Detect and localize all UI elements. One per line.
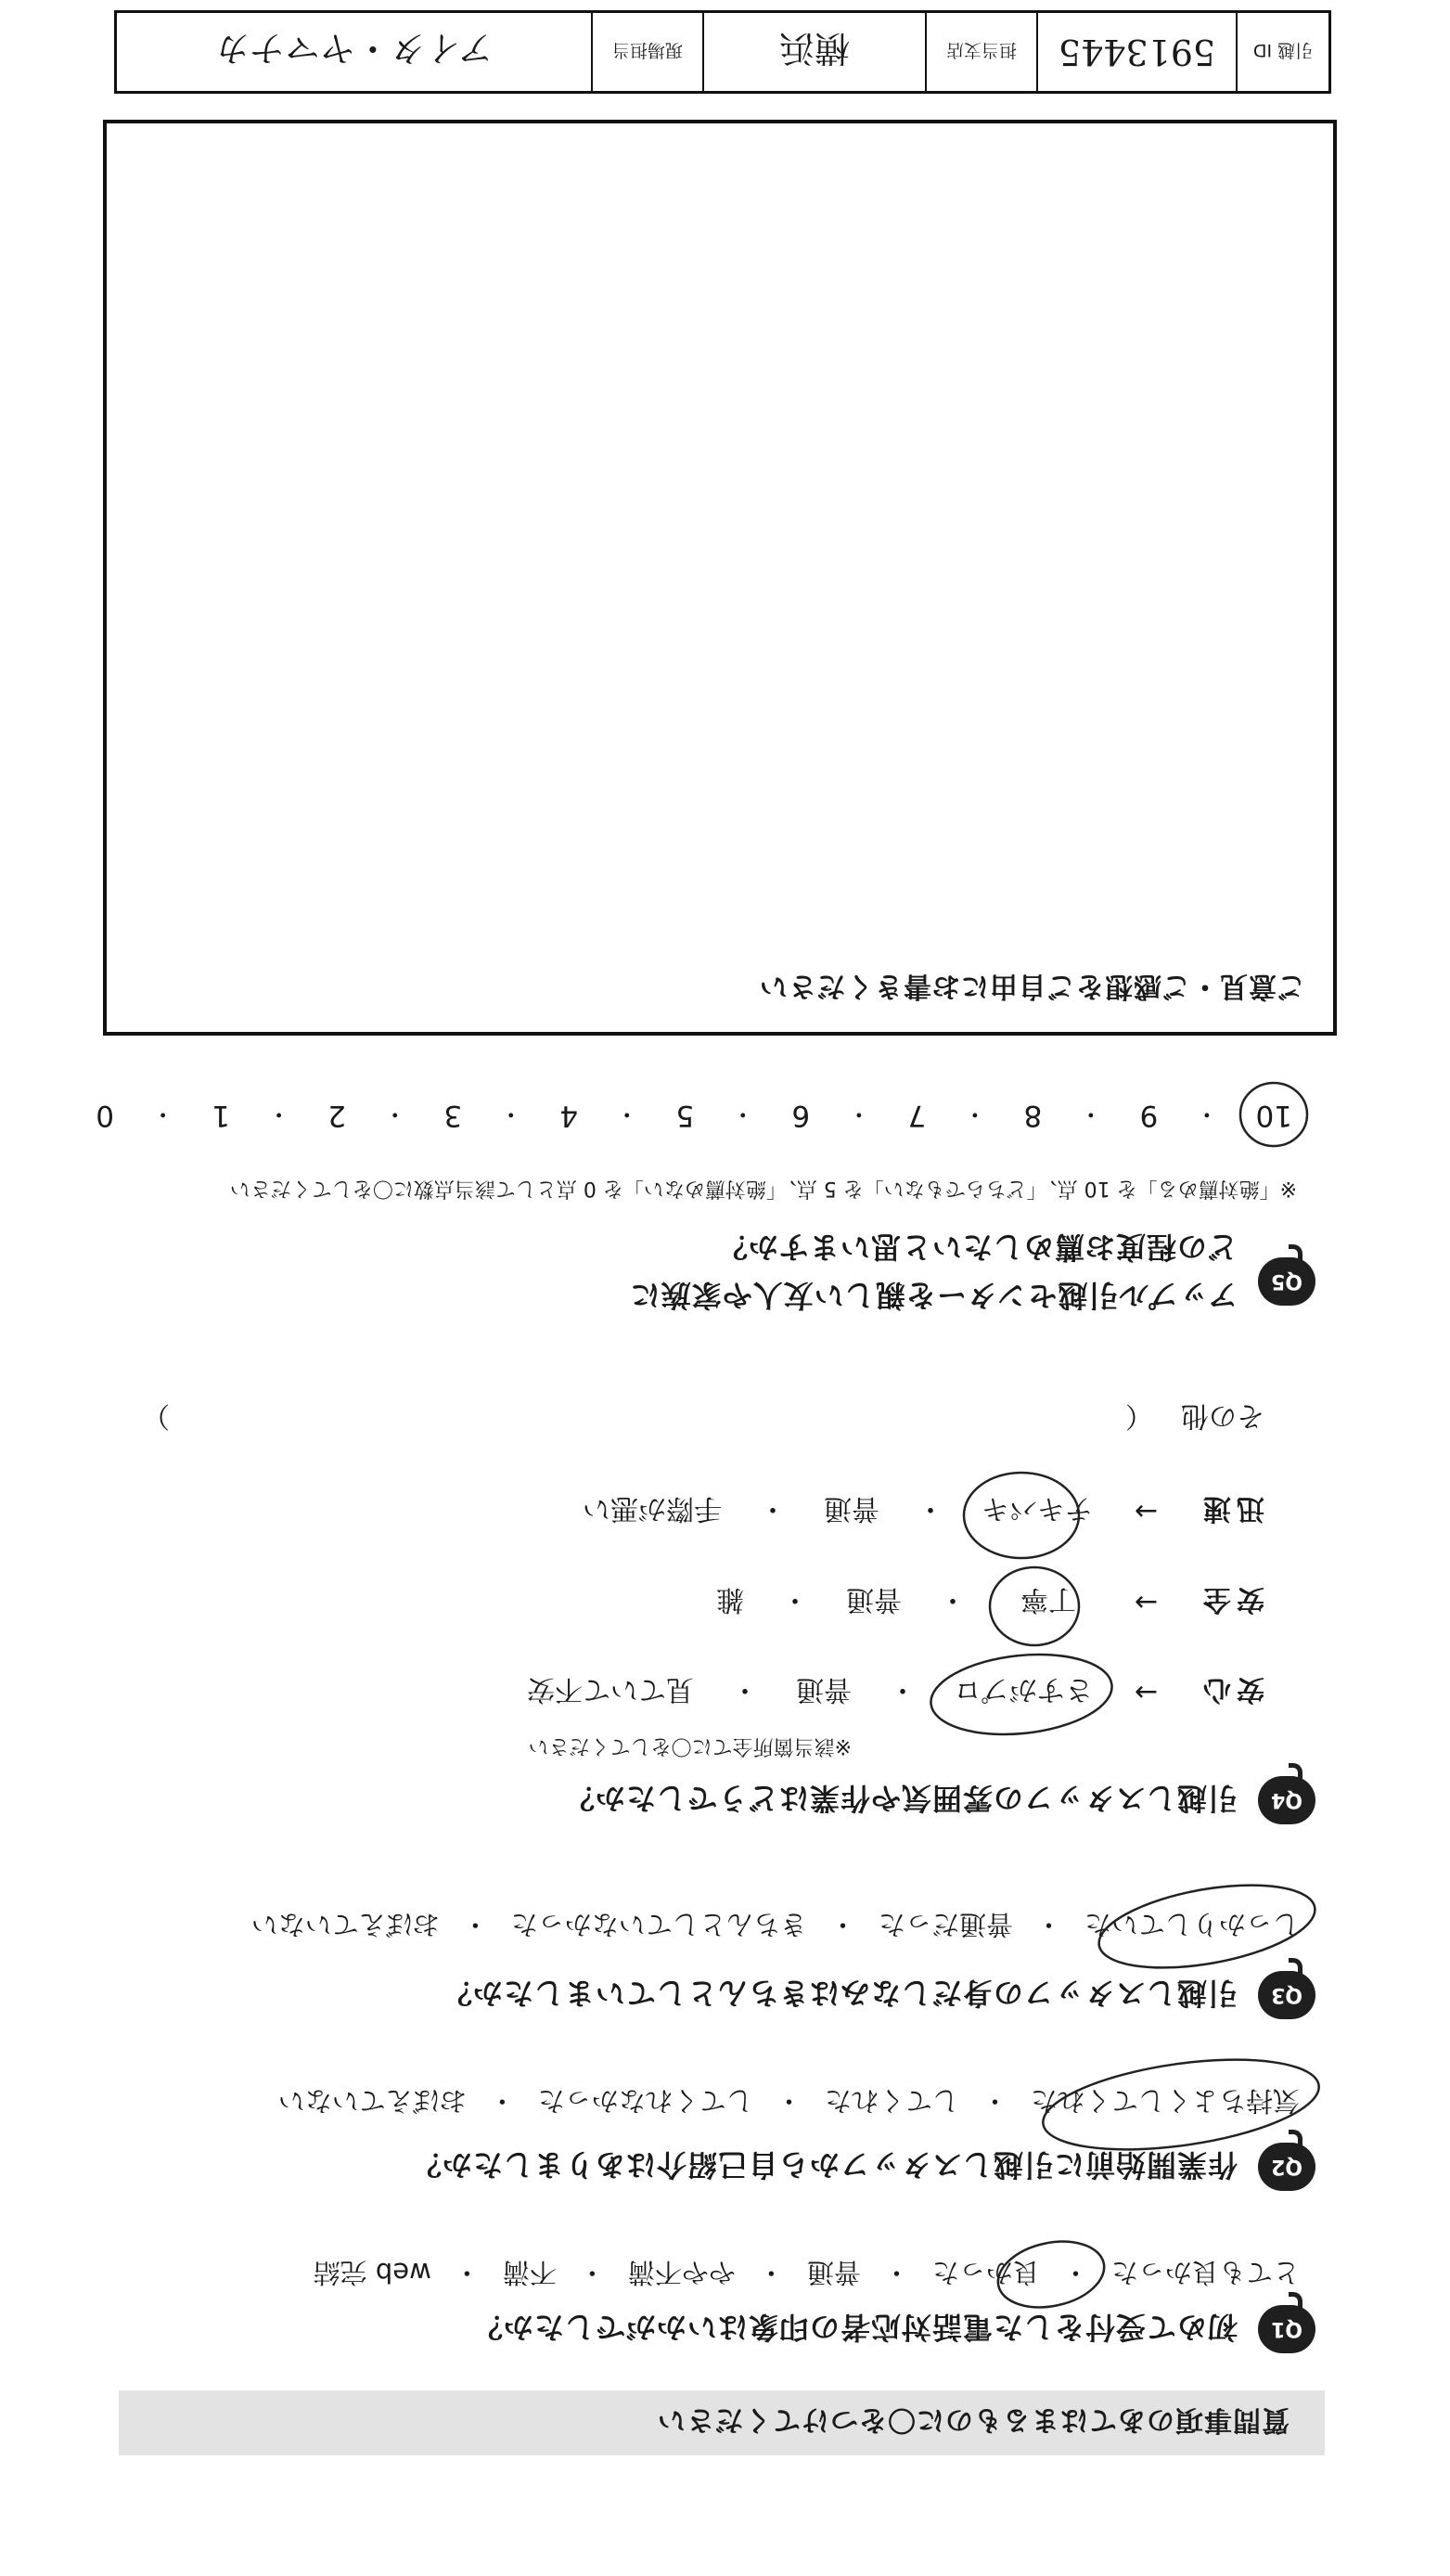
q4-anzen-option-1[interactable]: 丁寧 <box>1020 1583 1076 1616</box>
q4-row-jinsoku: 迅速 → テキパキ ・ 普通 ・ 手際が悪い <box>583 1491 1264 1532</box>
q2-badge: Q2 <box>1258 2143 1315 2191</box>
comment-box[interactable] <box>103 120 1337 1036</box>
instruction-banner <box>119 2390 1325 2455</box>
q4-note: ※該当箇所全てに〇をしてください <box>528 1734 852 1758</box>
scale-option-0[interactable]: 0 <box>96 1099 114 1133</box>
comment-title: ご意見・ご感想をご自由にお書きください <box>759 970 1305 1002</box>
scale-option-6[interactable]: 6 <box>791 1099 811 1133</box>
branch-label-cell <box>925 13 1036 91</box>
move-id-label: 引越 ID <box>1252 40 1314 61</box>
q1-option-5[interactable]: 不満 <box>502 2257 557 2288</box>
q3-option-2[interactable]: 普通だった <box>878 1909 1013 1940</box>
scale-option-7[interactable]: 7 <box>907 1099 927 1133</box>
q2-option-1[interactable]: 気持ちよくしてくれた <box>1030 2085 1300 2117</box>
arrow-icon: → <box>1134 1676 1158 1709</box>
q4-anshin-option-1[interactable]: さすがプロ <box>954 1673 1093 1706</box>
leader-value: アイタ・ヤマナカ <box>214 28 494 70</box>
q5-text-line2: どの程度お薦めしたいと思いますか？ <box>716 1230 1238 1265</box>
q3-option-4[interactable]: おぼえていない <box>250 1909 440 1940</box>
move-id-value: 5913445 <box>1058 32 1216 72</box>
q4-jinsoku-option-1[interactable]: テキパキ <box>982 1492 1093 1525</box>
scale-option-3[interactable]: 3 <box>443 1099 463 1133</box>
q2-option-3[interactable]: してくれなかった <box>537 2085 753 2117</box>
q3-option-3[interactable]: きちんとしていなかった <box>510 1909 807 1940</box>
move-id-label-cell <box>1236 13 1328 91</box>
question-q2 <box>411 2143 1315 2191</box>
q1-badge: Q1 <box>1258 2305 1315 2353</box>
q2-text: 作業開始前に引越しスタッフから自己紹介はありましたか？ <box>410 2147 1238 2183</box>
q4-jinsoku-option-2[interactable]: 普通 <box>824 1492 879 1525</box>
arrow-icon: → <box>1134 1586 1158 1619</box>
q4-jinsoku-option-3[interactable]: 手際が悪い <box>583 1492 722 1525</box>
q3-text: 引越しスタッフの身だしなみはきちんとしていましたか？ <box>441 1976 1238 2011</box>
q4-anshin-option-2[interactable]: 普通 <box>796 1673 852 1706</box>
arrow-icon: → <box>1134 1495 1158 1528</box>
q3-badge: Q3 <box>1258 1971 1315 2019</box>
scale-option-5[interactable]: 5 <box>675 1099 695 1133</box>
q1-options: とても良かった ・ 良かった ・ 普通 ・ やや不満 ・ 不満 ・ web 完結 <box>314 2255 1300 2293</box>
info-table <box>114 10 1331 94</box>
q2-option-2[interactable]: してくれた <box>824 2085 959 2117</box>
q5-text-line1: アップル引越センターを親しい友人や家族に <box>629 1278 1238 1313</box>
branch-value: 横浜 <box>779 28 851 70</box>
q5-note: ※「絶対薦める」を 10 点、「どちらでもない」を 5 点、「絶対薦めない」を 0 点として該当点数に〇をしてください <box>229 1177 1297 1200</box>
scale-option-8[interactable]: 8 <box>1023 1099 1043 1133</box>
question-q4 <box>564 1776 1315 1824</box>
instruction-text: 質問事項のあてはまるものに〇をつけてください <box>657 2403 1290 2436</box>
q1-option-1[interactable]: とても良かった <box>1110 2257 1300 2288</box>
q4-other-label: その他 <box>1181 1399 1264 1432</box>
q4-row-anshin: 安心 → さすがプロ ・ 普通 ・ 見ていて不安 <box>527 1672 1264 1713</box>
q1-option-6[interactable]: web 完結 <box>313 2257 431 2288</box>
scale-option-9[interactable]: 9 <box>1139 1099 1159 1133</box>
q4-label-jinsoku: 迅速 <box>1198 1492 1264 1525</box>
q3-options: しっかりしていた ・ 普通だった ・ きちんとしていなかった ・ おぼえていない <box>251 1907 1300 1945</box>
leader-label-cell <box>591 13 702 91</box>
q5-badge: Q5 <box>1258 1257 1315 1306</box>
q4-label-anshin: 安心 <box>1198 1673 1264 1706</box>
q3-option-1[interactable]: しっかりしていた <box>1084 1909 1300 1940</box>
q2-option-4[interactable]: おぼえていない <box>277 2085 467 2117</box>
q4-badge: Q4 <box>1258 1776 1315 1824</box>
question-q1 <box>472 2305 1315 2353</box>
move-id-value-cell <box>1036 13 1236 91</box>
scale-option-2[interactable]: 2 <box>327 1099 347 1133</box>
leader-value-cell <box>117 13 591 91</box>
q1-text: 初めて受付をした電話対応者の印象はいかがでしたか？ <box>471 2310 1238 2345</box>
branch-label: 担当支店 <box>946 40 1018 61</box>
branch-value-cell <box>702 13 925 91</box>
q5-text-block <box>630 1228 1238 1319</box>
q4-anzen-option-3[interactable]: 雑 <box>716 1583 744 1616</box>
q4-text: 引越しスタッフの雰囲気や作業はどうでしたか？ <box>563 1781 1238 1816</box>
scale-option-10[interactable]: 10 <box>1255 1099 1292 1133</box>
question-q5 <box>630 1228 1315 1319</box>
q1-option-3[interactable]: 普通 <box>806 2257 861 2288</box>
question-q3 <box>442 1971 1315 2019</box>
q4-anzen-option-2[interactable]: 普通 <box>846 1583 902 1616</box>
q4-other-open: （ <box>1125 1399 1153 1432</box>
q4-label-anzen: 安全 <box>1198 1583 1264 1616</box>
q1-option-4[interactable]: やや不満 <box>627 2257 736 2288</box>
q1-option-2[interactable]: 良かった <box>931 2257 1040 2288</box>
leader-label: 現場担当 <box>612 40 684 61</box>
q2-options: 気持ちよくしてくれた ・ してくれた ・ してくれなかった ・ おぼえていない <box>278 2083 1300 2121</box>
scale-option-1[interactable]: 1 <box>212 1099 230 1133</box>
scale-option-4[interactable]: 4 <box>559 1099 579 1133</box>
q5-scale: 10 ・ 9 ・ 8 ・ 7 ・ 6 ・ 5 ・ 4 ・ 3 ・ 2 ・ 1 ・ 0 <box>96 1099 1292 1133</box>
q4-row-anzen: 安全 → 丁寧 ・ 普通 ・ 雑 <box>716 1582 1264 1623</box>
q4-other-row <box>142 1398 1264 1439</box>
q4-anshin-option-3[interactable]: 見ていて不安 <box>527 1673 694 1706</box>
q4-other-close: ） <box>142 1399 170 1432</box>
